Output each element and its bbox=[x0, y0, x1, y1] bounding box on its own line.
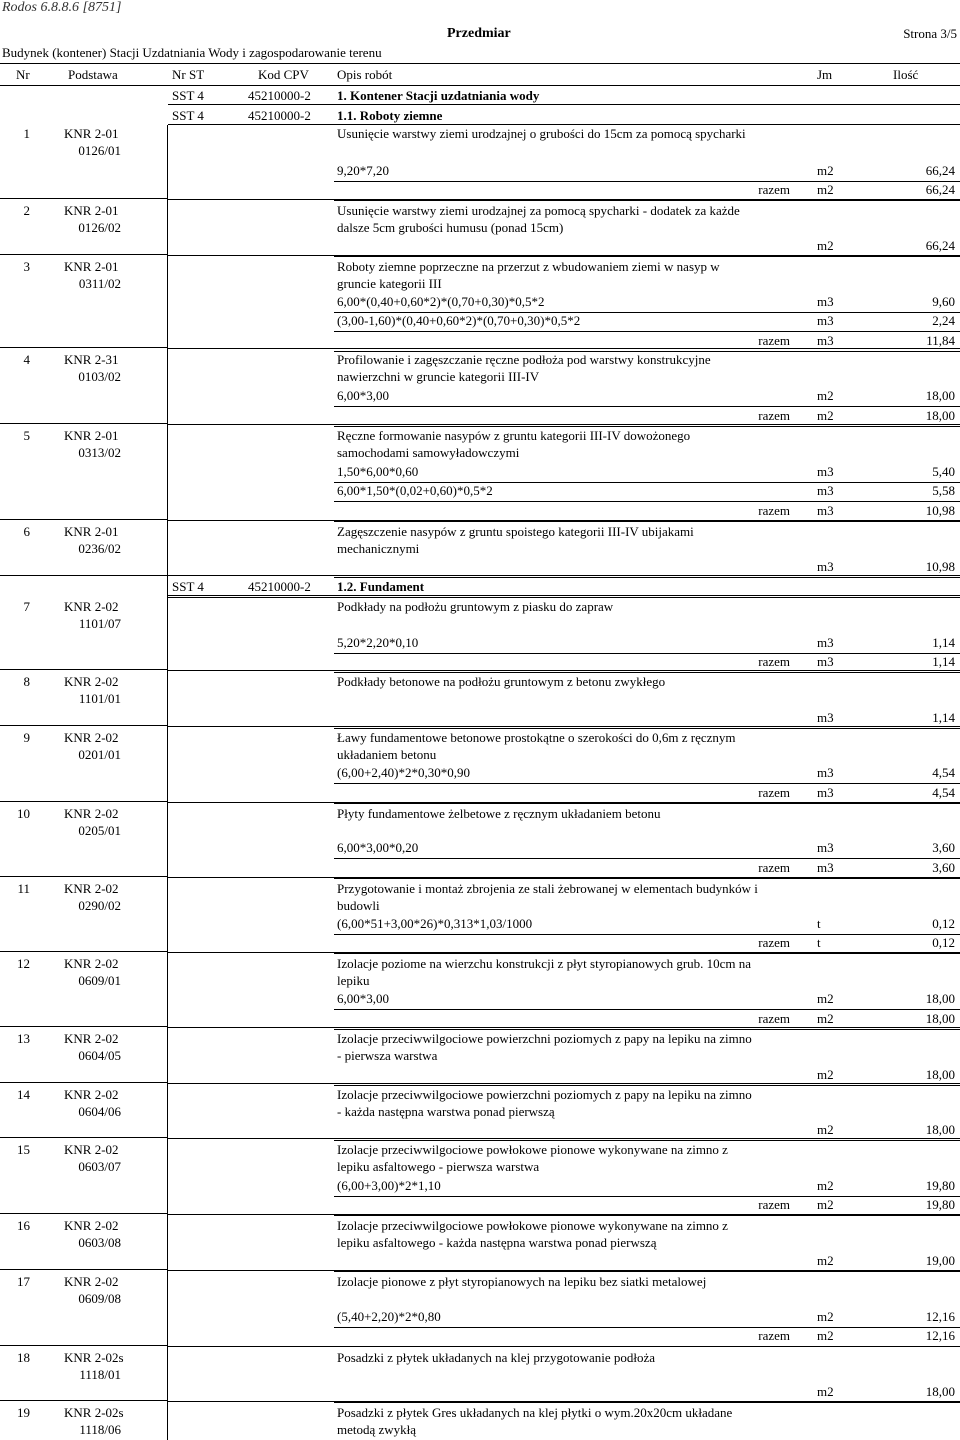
position-basis-code: 0313/02 bbox=[78, 445, 121, 460]
measure-quantity: 18,00 bbox=[925, 408, 955, 423]
measure-quantity: 1,14 bbox=[932, 635, 955, 650]
position-description-cont: układaniem betonu bbox=[337, 747, 437, 762]
measure-total-label: razem bbox=[758, 935, 790, 950]
section-st: SST 4 bbox=[172, 579, 204, 594]
app-version: Rodos 6.8.8.6 [8751] bbox=[2, 0, 122, 15]
measure-quantity: 11,84 bbox=[926, 333, 955, 348]
measure-quantity: 19,80 bbox=[925, 1197, 955, 1212]
measure-unit: t bbox=[817, 916, 821, 931]
position-basis-code: 0311/02 bbox=[78, 276, 121, 291]
position-basis: KNR 2-02s bbox=[64, 1405, 124, 1420]
position-basis-code: 0205/01 bbox=[78, 823, 121, 838]
position-basis-code: 1118/06 bbox=[79, 1422, 121, 1437]
position-divider bbox=[0, 801, 168, 802]
measure-divider bbox=[334, 1402, 960, 1403]
position-basis: KNR 2-02 bbox=[64, 1087, 119, 1102]
measure-expression: 1,50*6,00*0,60 bbox=[337, 464, 419, 479]
measure-total-label: razem bbox=[758, 785, 790, 800]
measure-quantity: 10,98 bbox=[925, 559, 955, 574]
description-divider bbox=[168, 1027, 960, 1028]
position-number: 17 bbox=[17, 1274, 30, 1289]
measure-divider bbox=[334, 1009, 960, 1010]
position-description: Płyty fundamentowe żelbetowe z ręcznym układaniem betonu bbox=[337, 806, 661, 821]
position-description: Ławy fundamentowe betonowe prostokątne o szerokości do 0,6m z ręcznym bbox=[337, 730, 736, 745]
measure-quantity: 4,54 bbox=[932, 765, 955, 780]
measure-quantity: 2,24 bbox=[932, 313, 955, 328]
position-description: Przygotowanie i montaż zbrojenia ze stali żebrowanej w elementach budynków i bbox=[337, 881, 758, 896]
measure-quantity: 18,00 bbox=[925, 388, 955, 403]
measure-quantity: 12,16 bbox=[925, 1309, 955, 1324]
measure-quantity: 66,24 bbox=[925, 238, 955, 253]
measure-total-label: razem bbox=[758, 1197, 790, 1212]
measure-quantity: 18,00 bbox=[925, 1011, 955, 1026]
measure-unit: m2 bbox=[817, 1122, 834, 1137]
measure-total-label: razem bbox=[758, 503, 790, 518]
measure-quantity: 1,14 bbox=[932, 710, 955, 725]
position-basis: KNR 2-02 bbox=[64, 674, 119, 689]
position-description: Izolacje pionowe z płyt styropianowych na lepiku bez siatki metalowej bbox=[337, 1274, 707, 1289]
position-description-cont: metodą zwykłą bbox=[337, 1422, 417, 1437]
position-basis-code: 0609/01 bbox=[78, 973, 121, 988]
measure-unit: m2 bbox=[817, 1067, 834, 1082]
measure-quantity: 18,00 bbox=[925, 1122, 955, 1137]
position-basis: KNR 2-01 bbox=[64, 259, 119, 274]
measure-unit: t bbox=[817, 935, 821, 950]
position-divider bbox=[0, 725, 168, 726]
position-number: 4 bbox=[23, 352, 30, 367]
position-number: 8 bbox=[23, 674, 30, 689]
position-description: Zagęszczenie nasypów z gruntu spoistego kategorii III-IV ubijakami bbox=[337, 524, 694, 539]
position-description: Usunięcie warstwy ziemi urodzajnej o grubości do 15cm za pomocą spycharki bbox=[337, 126, 746, 141]
position-number: 15 bbox=[17, 1142, 30, 1157]
measure-divider bbox=[334, 426, 960, 427]
col-kod-cpv: Kod CPV bbox=[258, 67, 309, 82]
measure-divider bbox=[334, 728, 960, 729]
position-description-cont: lepiku asfaltowego - pierwsza warstwa bbox=[337, 1159, 540, 1174]
position-description: Posadzki z płytek układanych na klej przygotowanie podłoża bbox=[337, 1350, 656, 1365]
measure-expression: (6,00+2,40)*2*0,30*0,90 bbox=[337, 765, 470, 780]
position-divider bbox=[0, 1137, 168, 1138]
position-number: 1 bbox=[23, 126, 30, 141]
measure-expression: 9,20*7,20 bbox=[337, 163, 389, 178]
description-divider bbox=[168, 1138, 960, 1139]
measure-unit: m2 bbox=[817, 991, 834, 1006]
measure-unit: m2 bbox=[817, 1384, 834, 1399]
measure-expression: 5,20*2,20*0,10 bbox=[337, 635, 419, 650]
position-description: Izolacje przeciwwilgociowe powierzchni poziomych z papy na lepiku na zimno bbox=[337, 1087, 752, 1102]
measure-quantity: 3,60 bbox=[932, 860, 955, 875]
measure-unit: m3 bbox=[817, 654, 834, 669]
measure-divider bbox=[334, 577, 960, 578]
description-divider bbox=[168, 424, 960, 425]
measure-unit: m3 bbox=[817, 635, 834, 650]
position-description: Usunięcie warstwy ziemi urodzajnej za pomocą spycharki - dodatek za każde bbox=[337, 203, 740, 218]
position-basis: KNR 2-02 bbox=[64, 730, 119, 745]
measure-expression: 6,00*3,00*0,20 bbox=[337, 840, 419, 855]
position-description: Podkłady na podłożu gruntowym z piasku do zapraw bbox=[337, 599, 614, 614]
position-basis-code: 0236/02 bbox=[78, 541, 121, 556]
measure-quantity: 18,00 bbox=[925, 991, 955, 1006]
position-basis: KNR 2-02 bbox=[64, 1274, 119, 1289]
position-basis-code: 1118/01 bbox=[79, 1367, 121, 1382]
position-description: Izolacje przeciwwilgociowe powłokowe pionowe wykonywane na zimno z bbox=[337, 1218, 728, 1233]
measure-expression: 6,00*3,00 bbox=[337, 388, 389, 403]
position-divider bbox=[0, 876, 168, 877]
measure-total-label: razem bbox=[758, 408, 790, 423]
measure-total-label: razem bbox=[758, 654, 790, 669]
position-description-cont: mechanicznymi bbox=[337, 541, 420, 556]
measure-unit: m2 bbox=[817, 1011, 834, 1026]
position-basis-code: 0604/05 bbox=[78, 1048, 121, 1063]
measure-unit: m3 bbox=[817, 294, 834, 309]
measure-quantity: 4,54 bbox=[932, 785, 955, 800]
measure-unit: m2 bbox=[817, 182, 834, 197]
position-number: 13 bbox=[17, 1031, 30, 1046]
measure-divider bbox=[334, 878, 960, 879]
measure-divider bbox=[334, 672, 960, 673]
position-divider bbox=[0, 669, 168, 670]
position-description-cont: dalsze 5cm grubości humusu (ponad 15cm) bbox=[337, 220, 564, 235]
position-divider bbox=[0, 423, 168, 424]
section-st: SST 4 bbox=[172, 108, 204, 123]
header-rule-bottom bbox=[0, 85, 960, 86]
measure-unit: m2 bbox=[817, 408, 834, 423]
document-title: Przedmiar bbox=[447, 26, 511, 41]
measure-divider bbox=[334, 1346, 960, 1347]
col-ilosc: Ilość bbox=[893, 67, 919, 82]
position-number: 11 bbox=[17, 881, 30, 896]
measure-divider bbox=[334, 501, 960, 502]
position-number: 7 bbox=[23, 599, 30, 614]
measure-total-label: razem bbox=[758, 182, 790, 197]
measure-expression: (3,00-1,60)*(0,40+0,60*2)*(0,70+0,30)*0,5*2 bbox=[337, 313, 581, 328]
position-basis: KNR 2-02s bbox=[64, 1350, 124, 1365]
measure-divider bbox=[334, 783, 960, 784]
col-opis: Opis robót bbox=[337, 67, 393, 82]
measure-unit: m3 bbox=[817, 503, 834, 518]
header-rule-top bbox=[0, 63, 960, 64]
measure-unit: m2 bbox=[817, 1197, 834, 1212]
section-cpv: 45210000-2 bbox=[248, 579, 311, 594]
position-divider bbox=[0, 575, 168, 576]
col-nr: Nr bbox=[16, 67, 30, 82]
position-description: Izolacje przeciwwilgociowe powłokowe pionowe wykonywane na zimno z bbox=[337, 1142, 728, 1157]
position-basis: KNR 2-01 bbox=[64, 428, 119, 443]
measure-expression: (5,40+2,20)*2*0,80 bbox=[337, 1309, 441, 1324]
col-jm: Jm bbox=[817, 67, 833, 82]
measure-total-label: razem bbox=[758, 1011, 790, 1026]
measure-divider bbox=[334, 406, 960, 407]
measure-quantity: 5,58 bbox=[932, 483, 955, 498]
measure-divider bbox=[334, 521, 960, 522]
measure-expression: (6,00*51+3,00*26)*0,313*1,03/1000 bbox=[337, 916, 533, 931]
measure-total-label: razem bbox=[758, 1328, 790, 1343]
position-basis: KNR 2-01 bbox=[64, 203, 119, 218]
description-divider bbox=[168, 595, 960, 596]
measure-unit: m3 bbox=[817, 785, 834, 800]
position-description: Roboty ziemne poprzeczne na przerzut z wbudowaniem ziemi w nasyp w bbox=[337, 259, 720, 274]
section-title: 1.1. Roboty ziemne bbox=[337, 108, 443, 123]
position-number: 18 bbox=[17, 1350, 30, 1365]
measure-unit: m2 bbox=[817, 388, 834, 403]
measure-divider bbox=[334, 256, 960, 257]
measure-quantity: 18,00 bbox=[925, 1384, 955, 1399]
project-name: Budynek (kontener) Stacji Uzdatniania Wody i zagospodarowanie terenu bbox=[2, 45, 382, 60]
position-description: Izolacje poziome na wierzchu konstrukcji z płyt styropianowych grub. 10cm na bbox=[337, 956, 752, 971]
position-description-cont: nawierzchni w gruncie kategorii III-IV bbox=[337, 369, 540, 384]
position-basis-code: 0609/08 bbox=[78, 1291, 121, 1306]
measure-unit: m2 bbox=[817, 1253, 834, 1268]
section-st: SST 4 bbox=[172, 88, 204, 103]
position-basis: KNR 2-02 bbox=[64, 1218, 119, 1233]
position-basis: KNR 2-02 bbox=[64, 1031, 119, 1046]
position-divider bbox=[0, 1213, 168, 1214]
position-divider bbox=[0, 1082, 168, 1083]
measure-divider bbox=[334, 1140, 960, 1141]
position-basis: KNR 2-31 bbox=[64, 352, 119, 367]
position-basis: KNR 2-02 bbox=[64, 599, 119, 614]
measure-divider bbox=[334, 200, 960, 201]
measure-quantity: 10,98 bbox=[925, 503, 955, 518]
measure-unit: m3 bbox=[817, 860, 834, 875]
description-divider bbox=[168, 348, 960, 349]
measure-expression: 6,00*1,50*(0,02+0,60)*0,5*2 bbox=[337, 483, 493, 498]
position-basis-code: 0126/01 bbox=[78, 143, 121, 158]
measure-divider bbox=[334, 331, 960, 332]
measure-quantity: 66,24 bbox=[925, 182, 955, 197]
position-description-cont: samochodami samowyładowczymi bbox=[337, 445, 520, 460]
section-divider bbox=[168, 575, 960, 576]
page-number: Strona 3/5 bbox=[903, 26, 957, 41]
position-number: 19 bbox=[17, 1405, 30, 1420]
position-number: 9 bbox=[23, 730, 30, 745]
measure-unit: m3 bbox=[817, 313, 834, 328]
position-number: 6 bbox=[23, 524, 30, 539]
position-basis: KNR 2-02 bbox=[64, 806, 119, 821]
position-number: 3 bbox=[23, 259, 30, 274]
position-divider bbox=[0, 198, 168, 199]
measure-unit: m2 bbox=[817, 163, 834, 178]
position-basis-code: 1101/01 bbox=[78, 691, 121, 706]
col-nr-st: Nr ST bbox=[172, 67, 205, 82]
position-description: Podkłady betonowe na podłożu gruntowym z betonu zwykłego bbox=[337, 674, 666, 689]
position-basis: KNR 2-01 bbox=[64, 524, 119, 539]
position-description: Izolacje przeciwwilgociowe powierzchni poziomych z papy na lepiku na zimno bbox=[337, 1031, 752, 1046]
position-description-cont: - każda następna warstwa ponad pierwszą bbox=[337, 1104, 555, 1119]
section-divider bbox=[168, 597, 960, 598]
measure-total-label: razem bbox=[758, 333, 790, 348]
position-number: 2 bbox=[23, 203, 30, 218]
measure-quantity: 9,60 bbox=[932, 294, 955, 309]
position-divider bbox=[0, 951, 168, 952]
position-description-cont: gruncie kategorii III bbox=[337, 276, 442, 291]
measure-divider bbox=[334, 1085, 960, 1086]
measure-expression: (6,00+3,00)*2*1,10 bbox=[337, 1178, 441, 1193]
position-number: 5 bbox=[23, 428, 30, 443]
position-divider bbox=[0, 519, 168, 520]
measure-quantity: 18,00 bbox=[925, 1067, 955, 1082]
measure-divider bbox=[334, 1215, 960, 1216]
position-number: 14 bbox=[17, 1087, 30, 1102]
position-description-cont: budowli bbox=[337, 898, 380, 913]
position-description-cont: lepiku bbox=[337, 973, 370, 988]
measure-quantity: 0,12 bbox=[932, 916, 955, 931]
position-basis-code: 0604/06 bbox=[78, 1104, 121, 1119]
position-basis-code: 0290/02 bbox=[78, 898, 121, 913]
position-divider bbox=[0, 1400, 168, 1401]
description-divider bbox=[168, 670, 960, 671]
position-basis: KNR 2-02 bbox=[64, 881, 119, 896]
measure-quantity: 3,60 bbox=[932, 840, 955, 855]
measure-quantity: 12,16 bbox=[925, 1328, 955, 1343]
description-divider bbox=[168, 726, 960, 727]
measure-unit: m2 bbox=[817, 1328, 834, 1343]
col-podstawa: Podstawa bbox=[68, 67, 118, 82]
measure-unit: m3 bbox=[817, 333, 834, 348]
measure-unit: m3 bbox=[817, 710, 834, 725]
position-divider bbox=[0, 1345, 168, 1346]
position-number: 10 bbox=[17, 806, 30, 821]
measure-divider bbox=[334, 1029, 960, 1030]
measure-unit: m2 bbox=[817, 1309, 834, 1324]
position-divider bbox=[0, 254, 168, 255]
position-basis: KNR 2-01 bbox=[64, 126, 119, 141]
position-basis-code: 0126/02 bbox=[78, 220, 121, 235]
measure-divider bbox=[334, 351, 960, 352]
position-basis-code: 0603/07 bbox=[78, 1159, 121, 1174]
position-basis-code: 1101/07 bbox=[78, 616, 121, 631]
position-basis-code: 0201/01 bbox=[78, 747, 121, 762]
position-description-cont: lepiku asfaltowego - każda następna warstwa ponad pierwszą bbox=[337, 1235, 657, 1250]
position-number: 16 bbox=[17, 1218, 30, 1233]
position-divider bbox=[0, 1026, 168, 1027]
measure-expression: 6,00*(0,40+0,60*2)*(0,70+0,30)*0,5*2 bbox=[337, 294, 545, 309]
measure-quantity: 19,00 bbox=[925, 1253, 955, 1268]
position-divider bbox=[0, 1269, 168, 1270]
measure-unit: m3 bbox=[817, 559, 834, 574]
section-title: 1.2. Fundament bbox=[337, 579, 425, 594]
measure-divider bbox=[334, 953, 960, 954]
measure-unit: m3 bbox=[817, 483, 834, 498]
column-separator bbox=[167, 125, 168, 1440]
measure-divider bbox=[334, 858, 960, 859]
position-divider bbox=[0, 347, 168, 348]
position-basis-code: 0603/08 bbox=[78, 1235, 121, 1250]
section-cpv: 45210000-2 bbox=[248, 108, 311, 123]
position-description: Posadzki z płytek Gres układanych na klej płytki o wym.20x20cm układane bbox=[337, 1405, 733, 1420]
measure-unit: m3 bbox=[817, 765, 834, 780]
measure-quantity: 19,80 bbox=[925, 1178, 955, 1193]
measure-quantity: 5,40 bbox=[932, 464, 955, 479]
position-description: Ręczne formowanie nasypów z gruntu kategorii III-IV dowożonego bbox=[337, 428, 691, 443]
measure-quantity: 66,24 bbox=[925, 163, 955, 178]
measure-quantity: 0,12 bbox=[932, 935, 955, 950]
position-description-cont: - pierwsza warstwa bbox=[337, 1048, 438, 1063]
section-cpv: 45210000-2 bbox=[248, 88, 311, 103]
position-basis: KNR 2-02 bbox=[64, 1142, 119, 1157]
measure-divider bbox=[334, 1271, 960, 1272]
measure-unit: m2 bbox=[817, 1178, 834, 1193]
position-number: 12 bbox=[17, 956, 30, 971]
description-divider bbox=[168, 1083, 960, 1084]
section-divider bbox=[168, 104, 960, 105]
measure-quantity: 1,14 bbox=[932, 654, 955, 669]
section-divider bbox=[168, 124, 960, 125]
measure-unit: m3 bbox=[817, 464, 834, 479]
section-title: 1. Kontener Stacji uzdatniania wody bbox=[337, 88, 540, 103]
measure-expression: 6,00*3,00 bbox=[337, 991, 389, 1006]
position-description: Profilowanie i zagęszczanie ręczne podłoża pod warstwy konstrukcyjne bbox=[337, 352, 711, 367]
measure-unit: m2 bbox=[817, 238, 834, 253]
measure-total-label: razem bbox=[758, 860, 790, 875]
measure-unit: m3 bbox=[817, 840, 834, 855]
position-basis-code: 0103/02 bbox=[78, 369, 121, 384]
position-basis: KNR 2-02 bbox=[64, 956, 119, 971]
measure-divider bbox=[334, 803, 960, 804]
